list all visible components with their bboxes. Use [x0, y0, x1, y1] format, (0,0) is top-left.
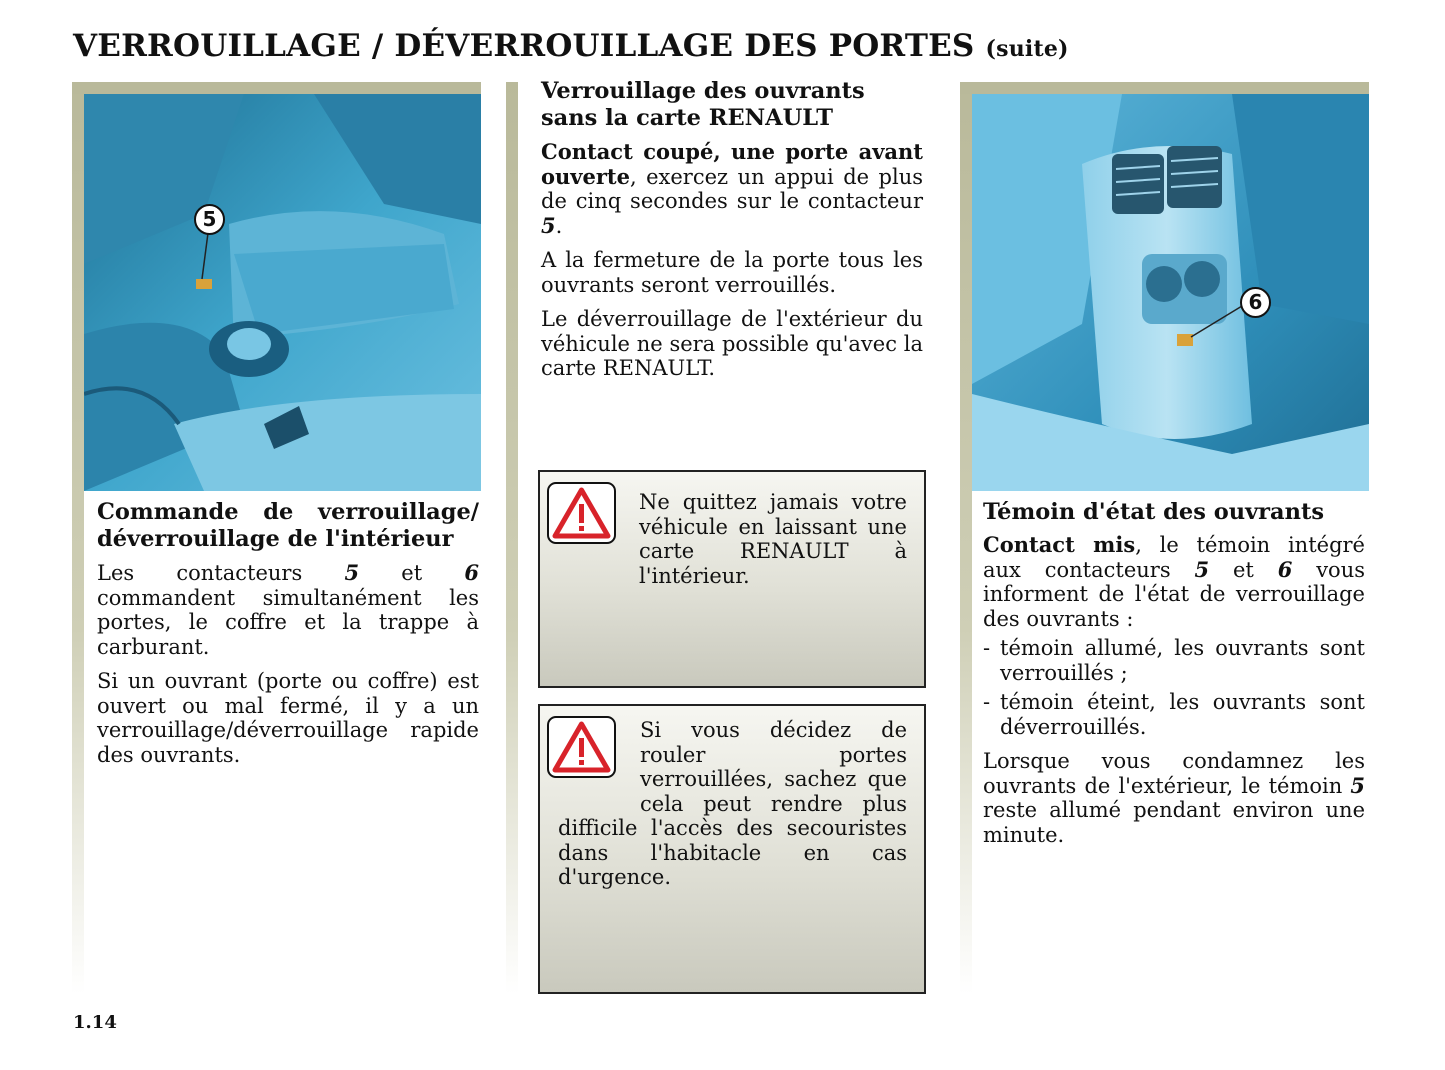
bullet-item-2: - témoin éteint, les ouvrants sont déverrouillés. [983, 690, 1365, 739]
left-paragraph-1: Les contacteurs 5 et 6 commandent simultanément les portes, le coffre et la trappe à carburant. [97, 560, 480, 659]
warning-box-2 [538, 704, 926, 994]
rear-console-photo [972, 94, 1369, 491]
middle-paragraph-3: Le déverrouillage de l'extérieur du véhicule ne sera possible qu'avec la carte RENAULT. [541, 307, 923, 380]
center-console-photo [84, 94, 481, 491]
callout-6-label: 6 [1248, 290, 1263, 314]
page-title-main: VERROUILLAGE / DÉVERROUILLAGE DES PORTES [73, 28, 975, 64]
right-paragraph-1: Contact mis, le témoin intégré aux contacteurs 5 et 6 vous informent de l'état de verrouillage des ouvrants : [983, 532, 1365, 631]
warning-1-text: Ne quittez jamais votre véhicule en laissant une carte RENAULT à l'intérieur. [639, 490, 907, 588]
right-column-top-bar [960, 82, 1369, 94]
right-column-bar [960, 82, 972, 994]
page-title-suffix: (suite) [985, 36, 1069, 62]
callout-5-label: 5 [202, 207, 217, 231]
page-title [73, 28, 1069, 64]
right-heading: Témoin d'état des ouvrants [983, 499, 1325, 525]
callout-5 [194, 204, 225, 235]
status-indicator-light [1177, 334, 1193, 346]
left-column-top-bar [72, 82, 481, 94]
lock-switch-indicator [196, 279, 212, 289]
right-paragraph-2: Lorsque vous condamnez les ouvrants de l'extérieur, le témoin 5 reste allumé pendant environ une minute. [983, 749, 1365, 847]
warning-2-text: Si vous décidez de rouler portes verrouillées, sachez que cela peut rendre plus difficile l'accès des secouristes dans l'habitacle en cas d'urgence. [558, 718, 907, 889]
middle-paragraph-1: Contact coupé, une porte avant ouverte, exercez un appui de plus de cinq secondes sur le contacteur 5. [541, 139, 923, 238]
warning-triangle-icon [547, 482, 616, 544]
warning-box-1 [538, 470, 926, 688]
left-column-bar [72, 82, 84, 994]
left-paragraph-2: Si un ouvrant (porte ou coffre) est ouvert ou mal fermé, il y a un verrouillage/déverrouillage rapide des ouvrants. [97, 669, 479, 767]
right-body [983, 533, 1365, 857]
left-heading: Commande de verrouillage/ déverrouillage de l'intérieur [97, 499, 479, 552]
middle-paragraph-2: A la fermeture de la porte tous les ouvrants seront verrouillés. [541, 248, 923, 297]
callout-6 [1240, 287, 1271, 318]
middle-body [541, 140, 923, 391]
page-number: 1.14 [73, 1012, 117, 1033]
middle-column-bar [506, 82, 518, 994]
middle-heading: Verrouillage des ouvrants sans la carte RENAULT [541, 78, 865, 131]
left-body [97, 561, 479, 777]
bullet-item-1: - témoin allumé, les ouvrants sont verrouillés ; [983, 636, 1365, 685]
